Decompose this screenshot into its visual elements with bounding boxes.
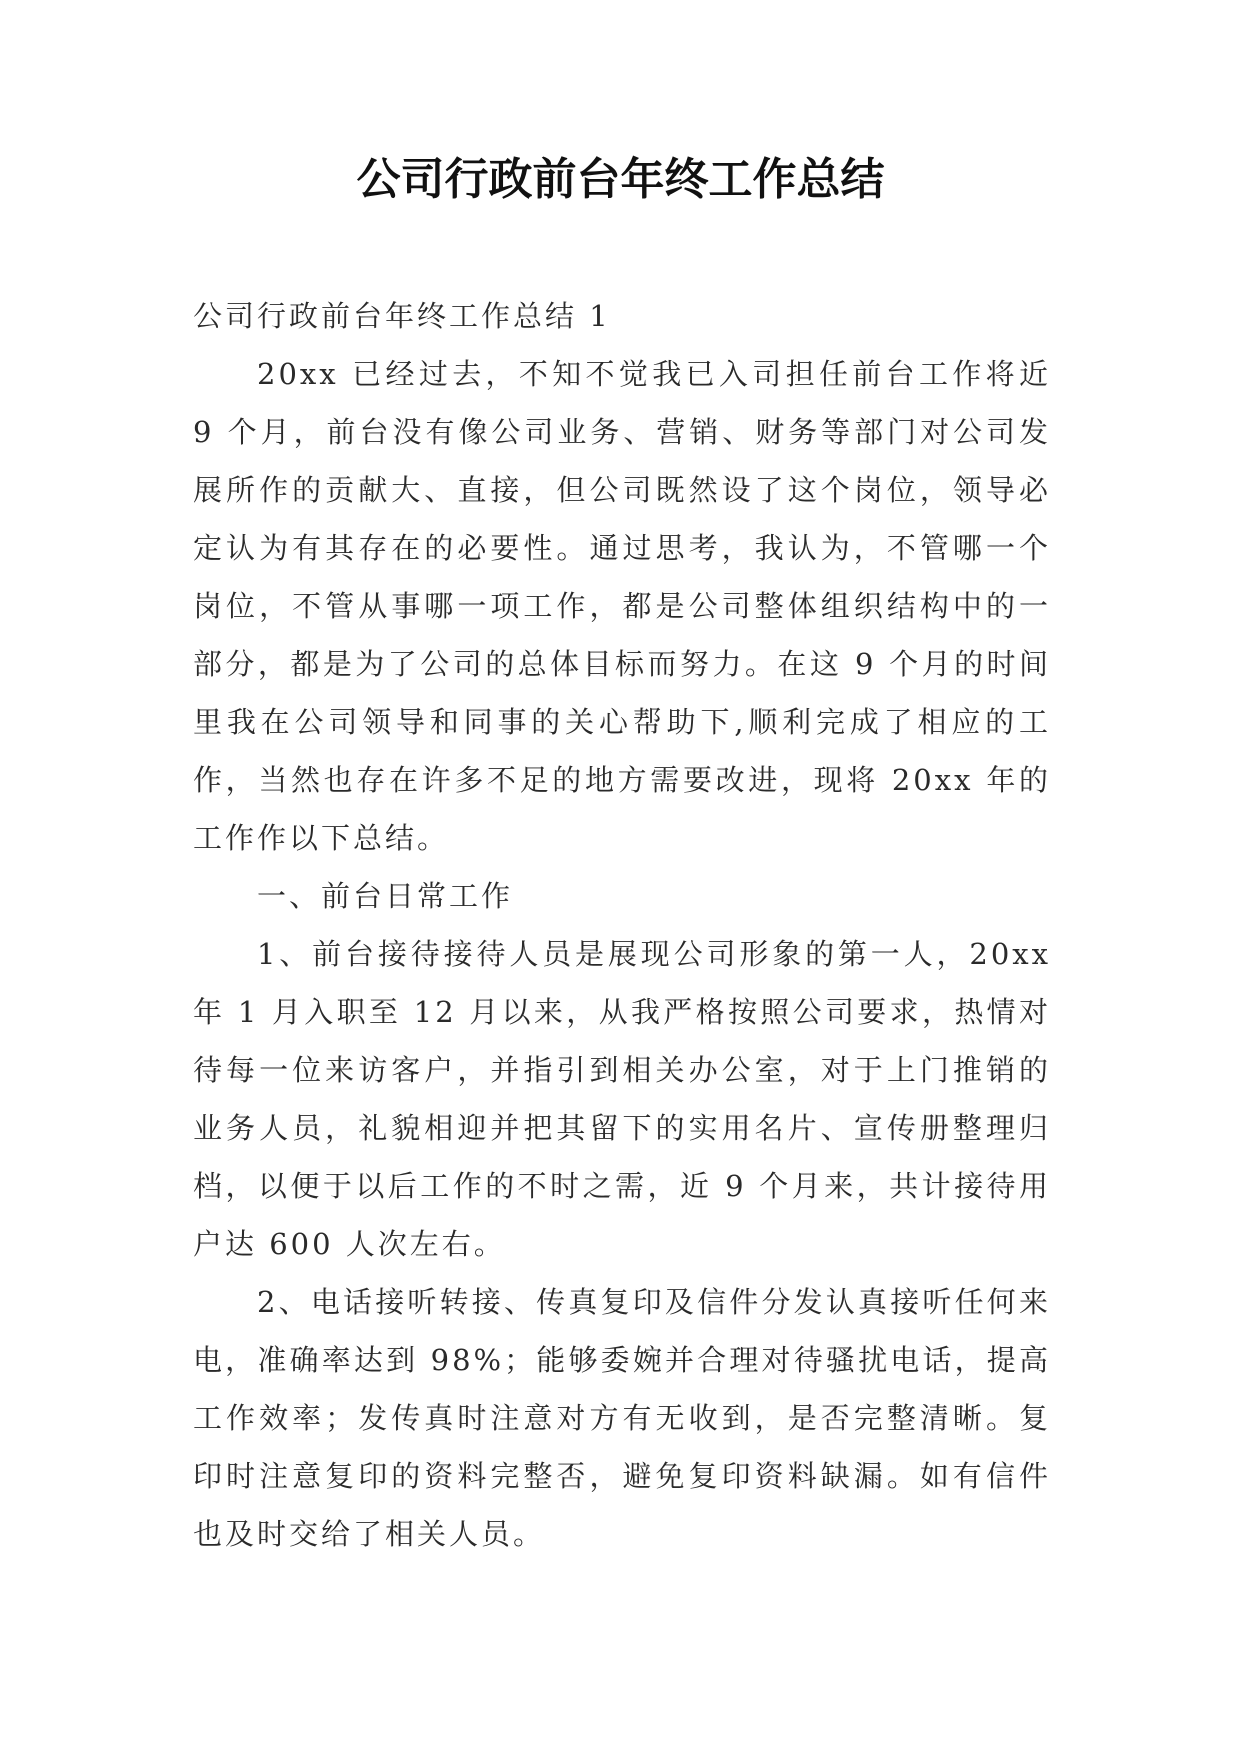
document-title: 公司行政前台年终工作总结 — [356, 154, 885, 205]
paragraph-reception: 1、前台接待接待人员是展现公司形象的第一人，20xx 年 1 月入职至 12 月以来，从我严格按照公司要求，热情对待每一位来访客户，并指引到相关办公室，对于上门推销的业务人员，礼貌相迎并把其留下的实用名片、宣传册整理归档，以便于以后工作的不时之需，近 9 个月来，共计接待用户达 600 人次左右。 — [193, 937, 1051, 1261]
paragraph-phone-fax: 2、电话接听转接、传真复印及信件分发认真接听任何来电，准确率达到 98%；能够委婉并合理对待骚扰电话，提高工作效率；发传真时注意对方有无收到，是否完整清晰。复印时注意复印的资料完整否，避免复印资料缺漏。如有信件也及时交给了相关人员。 — [193, 1285, 1051, 1551]
paragraph-intro: 20xx 已经过去，不知不觉我已入司担任前台工作将近 9 个月，前台没有像公司业务、营销、财务等部门对公司发展所作的贡献大、直接，但公司既然设了这个岗位，领导必定认为有其存在的必要性。通过思考，我认为，不管哪一个岗位，不管从事哪一项工作，都是公司整体组织结构中的一部分，都是为了公司的总体目标而努力。在这 9 个月的时间里我在公司领导和同事的关心帮助下,顺利完成了相应的工作，当然也存在许多不足的地方需要改进，现将 20xx 年的工作作以下总结。 — [193, 357, 1051, 855]
section-heading-front-desk: 一、前台日常工作 — [257, 879, 514, 913]
document-body — [193, 287, 1051, 1563]
section-heading-1: 公司行政前台年终工作总结 1 — [193, 299, 611, 333]
